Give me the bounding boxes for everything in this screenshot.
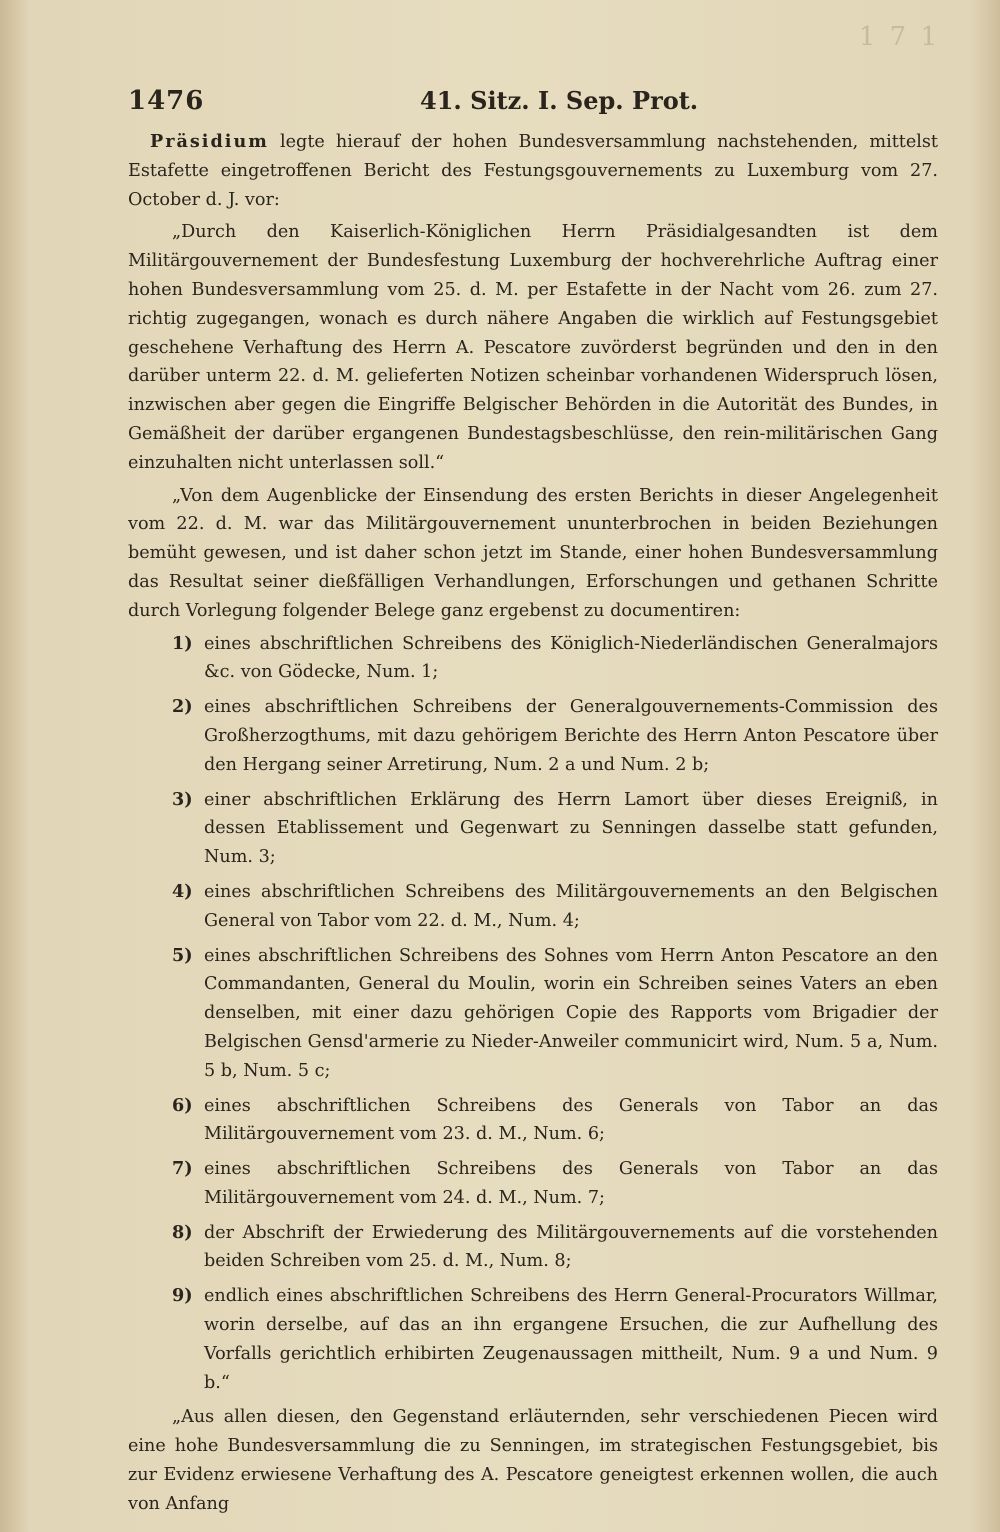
list-item-text: endlich eines abschriftlichen Schreibens des Herrn General-Procurators Willmar, worin derselbe, auf das an ihn ergangene Ersuchen, die zur Aufhellung des Vorfalls gerichtlich erhibirten Zeugenaussagen mittheilt, Num. 9 a und Num. 9 b.“ [204,1286,938,1393]
list-item-number: 2) [172,696,193,718]
bleed-through-mark: 1 7 1 [858,22,940,52]
list-item-text: eines abschriftlichen Schreibens des Sohnes vom Herrn Anton Pescatore an den Commandanten, General du Moulin, worin ein Schreiben seines Vaters an eben denselben, mit einer dazu gehörigen Copie des Rapports vom Brigadier der Belgischen Gensd'armerie zu Nieder-Anweiler communicirt wird, Num. 5 a, Num. 5 b, Num. 5 c; [204,945,938,1081]
page-header [128,86,938,116]
list-item [128,1282,938,1397]
list-item [128,942,938,1086]
quote-paragraph-1: „Durch den Kaiserlich-Königlichen Herrn Präsidialgesandten ist dem Militärgouvernement der Bundesfestung Luxemburg der hochverehrliche Auftrag einer hohen Bundesversammlung vom 25. d. M. per Estafette in der Nacht vom 26. zum 27. richtig zugegangen, wonach es durch nähere Angaben die wirklich auf Festungsgebiet geschehene Verhaftung des Herrn A. Pescatore zuvörderst begründen und den in den darüber unterm 22. d. M. gelieferten Notizen scheinbar vorhandenen Widerspruch lösen, inzwischen aber gegen die Eingriffe Belgischer Behörden in die Autorität des Bundes, in Gemäßheit der darüber ergangenen Bundestagsbeschlüsse, den rein-militärischen Gang einzuhalten nicht unterlassen soll.“ [128,222,938,473]
intro-paragraph [128,128,938,214]
intro-rest: legte hierauf der hohen Bundesversammlung nachstehenden, mittelst Estafette eingetroffenen Bericht des Festungsgouvernements zu Luxemburg vom 27. October d. J. vor: [128,132,938,210]
intro-lead: Präsidium [150,131,269,152]
list-item-number: 8) [172,1221,193,1243]
list-item [128,1155,938,1213]
list-item-number: 1) [172,632,193,654]
closing-paragraph: „Aus allen diesen, den Gegenstand erläuternden, sehr verschiedenen Piecen wird eine hohe Bundesversammlung die zu Senningen, im strategischen Festungsgebiet, bis zur Evidenz erwiesene Verhaftung des A. Pescatore geneigtest erkennen wollen, die auch von Anfang [128,1407,938,1514]
quote-paragraph-2: „Von dem Augenblicke der Einsendung des ersten Berichts in dieser Angelegenheit vom 22. d. M. war das Militärgouvernement ununterbrochen in beiden Beziehungen bemüht gewesen, und ist daher schon jetzt im Stande, einer hohen Bundesversammlung das Resultat seiner dießfälligen Verhandlungen, Erforschungen und gethanen Schritte durch Vorlegung folgender Belege ganz ergebenst zu documentiren: [128,485,938,621]
body-text [128,128,938,1519]
list-item-number: 9) [172,1285,193,1307]
list-item-text: eines abschriftlichen Schreibens des Königlich-Niederländischen Generalmajors &c. von Gödecke, Num. 1; [204,633,938,683]
enclosure-list [128,630,938,1398]
list-item [128,786,938,872]
list-item-text: eines abschriftlichen Schreibens des Generals von Tabor an das Militärgouvernement vom 24. d. M., Num. 7; [204,1159,938,1208]
list-item [128,878,938,936]
list-item [128,630,938,688]
list-item-number: 4) [172,880,193,902]
list-item [128,1219,938,1277]
page-number: 1476 [128,86,205,116]
list-item-number: 6) [172,1094,193,1116]
list-item-text: eines abschriftlichen Schreibens des Generals von Tabor an das Militärgouvernement vom 23. d. M., Num. 6; [204,1095,938,1145]
running-head: 41. Sitz. I. Sep. Prot. [420,86,699,115]
list-item [128,1092,938,1150]
list-item-number: 5) [172,944,193,966]
list-item-text: einer abschriftlichen Erklärung des Herrn Lamort über dieses Ereigniß, in dessen Etablissement und Gegenwart zu Senningen dasselbe statt gefunden, Num. 3; [204,789,938,868]
list-item-text: eines abschriftlichen Schreibens des Militärgouvernements an den Belgischen General von Tabor vom 22. d. M., Num. 4; [204,881,938,931]
list-item-number: 7) [172,1158,193,1180]
list-item-number: 3) [172,788,193,810]
list-item-text: eines abschriftlichen Schreibens der Generalgouvernements-Commission des Großherzogthums, mit dazu gehörigem Berichte des Herrn Anton Pescatore über den Hergang seiner Arretirung, Num. 2 a und Num. 2 b; [204,697,938,775]
list-item [128,693,938,779]
list-item-text: der Abschrift der Erwiederung des Militärgouvernements auf die vorstehenden beiden Schreiben vom 25. d. M., Num. 8; [204,1222,938,1272]
